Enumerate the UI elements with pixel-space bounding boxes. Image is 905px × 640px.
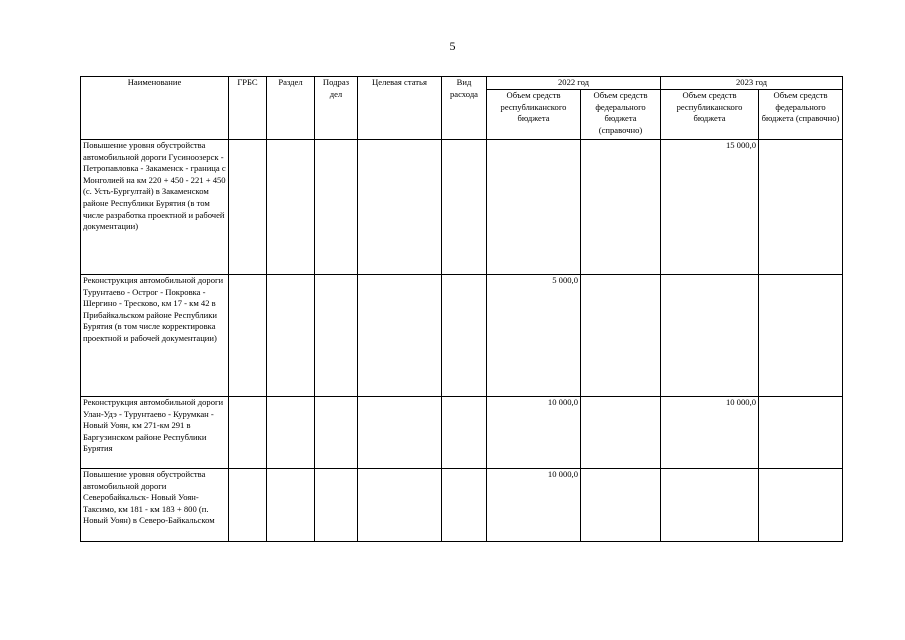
row-2023-rep [661,469,759,542]
row-name: Повышение уровня обустройства автомобильной дороги Гусиноозерск - Петропавловка - Закаменск - граница с Монголией на км 220 + 450 - 221 + 450 (с. Усть-Бургултай) в Закаменском районе Республики Бурятия (в том числе разработка проектной и рабочей документации) [81,140,229,275]
row-section [267,397,315,469]
row-expense-type [442,397,487,469]
row-expense-type [442,275,487,397]
row-subsection [315,397,358,469]
header-2022-fed-budget: Объем средств федерального бюджета (справочно) [581,90,661,140]
row-grbs [229,140,267,275]
row-2023-fed [759,140,843,275]
header-subsection: Подраз дел [315,77,358,140]
header-grbs: ГРБС [229,77,267,140]
row-grbs [229,469,267,542]
row-2023-rep: 15 000,0 [661,140,759,275]
table-row [81,275,843,397]
row-2023-rep: 10 000,0 [661,397,759,469]
row-name: Реконструкция автомобильной дороги Улан-Удэ - Турунтаево - Курумкан - Новый Уоян, км 271-км 291 в Баргузинском районе Республики Бурятия [81,397,229,469]
row-2023-fed [759,275,843,397]
budget-table [80,76,843,542]
row-2023-fed [759,469,843,542]
row-2022-rep: 10 000,0 [487,397,581,469]
header-name: Наименование [81,77,229,140]
row-section [267,469,315,542]
row-2023-fed [759,397,843,469]
header-expense-type: Вид расхода [442,77,487,140]
row-name: Реконструкция автомобильной дороги Турунтаево - Острог - Покровка - Шергино - Тресково, км 17 - км 42 в Прибайкальском районе Республики Бурятия (в том числе корректировка проектной и рабочей документации) [81,275,229,397]
row-2022-rep: 10 000,0 [487,469,581,542]
row-section [267,140,315,275]
header-2023-fed-budget: Объем средств федерального бюджета (справочно) [759,90,843,140]
row-subsection [315,469,358,542]
header-2022-rep-budget: Объем средств республиканского бюджета [487,90,581,140]
table-row [81,397,843,469]
row-target-article [358,140,442,275]
header-year-2023: 2023 год [661,77,843,90]
table-row [81,469,843,542]
row-target-article [358,469,442,542]
row-section [267,275,315,397]
row-2022-fed [581,397,661,469]
row-2022-fed [581,140,661,275]
row-target-article [358,397,442,469]
row-subsection [315,140,358,275]
row-2022-rep [487,140,581,275]
header-row-1 [81,77,843,90]
row-2022-fed [581,275,661,397]
row-grbs [229,397,267,469]
table-row [81,140,843,275]
row-expense-type [442,469,487,542]
row-expense-type [442,140,487,275]
row-2022-fed [581,469,661,542]
row-name-cell [81,469,229,542]
header-section: Раздел [267,77,315,140]
row-name: Повышение уровня обустройства автомобильной дороги Северобайкальск- Новый Уоян-Таксимо, км 181 - км 183 + 800 (п. Новый Уоян) в Северо-Байкальском [83,469,215,526]
row-2022-rep: 5 000,0 [487,275,581,397]
header-2023-rep-budget: Объем средств республиканского бюджета [661,90,759,140]
header-target-article: Целевая статья [358,77,442,140]
page-number: 5 [449,39,456,53]
row-target-article [358,275,442,397]
header-year-2022: 2022 год [487,77,661,90]
row-2023-rep [661,275,759,397]
row-subsection [315,275,358,397]
row-grbs [229,275,267,397]
